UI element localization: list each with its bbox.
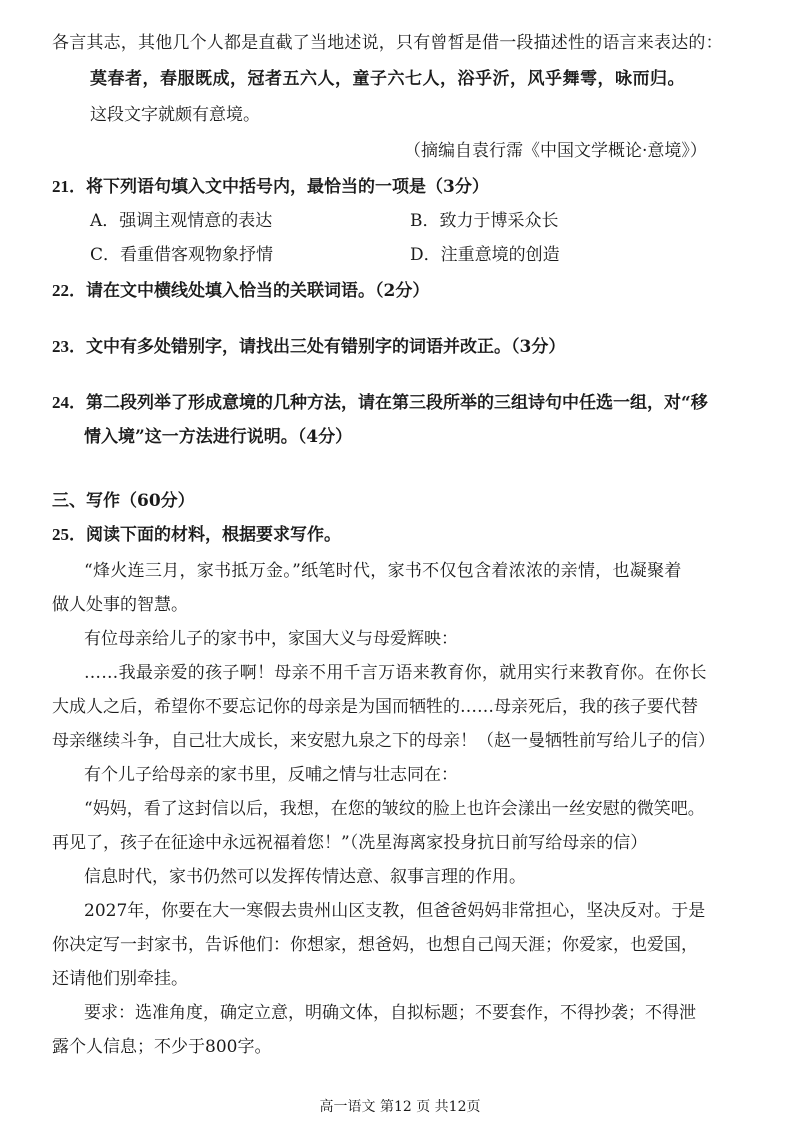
passage-quote: 莫春者，春服既成，冠者五六人，童子六七人，浴乎沂，风乎舞雩，咏而归。 <box>90 69 685 89</box>
question-text: 请在文中横线处填入恰当的关联词语。（2分） <box>86 281 430 301</box>
material-line: 有个儿子给母亲的家书里，反哺之情与壮志同在： <box>84 765 458 785</box>
material-line: “妈妈，看了这封信以后，我想，在您的皱纹的脸上也许会漾出一丝安慰的微笑吧。 <box>84 799 705 819</box>
question-text: 阅读下面的材料，根据要求写作。 <box>86 525 341 545</box>
question-23 <box>52 334 565 360</box>
material-line: 你决定写一封家书，告诉他们：你想家，想爸妈，也想自己闯天涯；你爱家，也爱国， <box>52 935 698 955</box>
passage-source: （摘编自袁行霈《中国文学概论·意境》） <box>404 141 707 161</box>
material-line: 大成人之后，希望你不要忘记你的母亲是为国而牺牲的……母亲死后，我的孩子要代替 <box>52 697 698 717</box>
option-b: B．致力于博采众长 <box>410 211 559 231</box>
passage-line: 各言其志，其他几个人都是直截了当地述说，只有曾皙是借一段描述性的语言来表达的： <box>52 33 723 53</box>
page-footer: 高一语文 第12 页 共12页 <box>319 1099 481 1115</box>
material-line: “烽火连三月，家书抵万金。”纸笔时代，家书不仅包含着浓浓的亲情，也凝聚着 <box>84 561 682 581</box>
requirement-line: 露个人信息；不少于800字。 <box>52 1037 272 1057</box>
question-number: 25． <box>52 525 86 544</box>
question-number: 21． <box>52 177 86 196</box>
option-c: C．看重借客观物象抒情 <box>90 245 274 265</box>
material-line: 2027年，你要在大一寒假去贵州山区支教，但爸爸妈妈非常担心，坚决反对。于是 <box>84 901 706 921</box>
material-line: 有位母亲给儿子的家书中，家国大义与母爱辉映： <box>84 629 458 649</box>
question-text: 文中有多处错别字，请找出三处有错别字的词语并改正。（3分） <box>86 337 566 357</box>
material-line: 母亲继续斗争，自己壮大成长，来安慰九泉之下的母亲！（赵一曼牺牲前写给儿子的信） <box>52 731 715 751</box>
requirement-line: 要求：选准角度，确定立意，明确文体，自拟标题；不要套作，不得抄袭；不得泄 <box>84 1003 696 1023</box>
question-number: 23． <box>52 337 86 356</box>
question-25 <box>52 522 341 548</box>
question-text: 将下列语句填入文中括号内，最恰当的一项是（3分） <box>86 177 489 197</box>
question-text: 第二段列举了形成意境的几种方法，请在第三段所举的三组诗句中任选一组，对“移 <box>86 393 708 413</box>
material-line: ……我最亲爱的孩子啊！母亲不用千言万语来教育你，就用实行来教育你。在你长 <box>84 663 707 683</box>
section-title: 三、写作（60分） <box>52 491 195 511</box>
material-line: 信息时代，家书仍然可以发挥传情达意、叙事言理的作用。 <box>84 867 526 887</box>
question-number: 22． <box>52 281 86 300</box>
question-22 <box>52 278 429 304</box>
material-line: 再见了，孩子在征途中永远祝福着您！”（冼星海离家投身抗日前写给母亲的信） <box>52 833 648 853</box>
option-a: A．强调主观情意的表达 <box>90 211 273 231</box>
question-number: 24． <box>52 393 86 412</box>
material-line: 做人处事的智慧。 <box>52 595 188 615</box>
question-21 <box>52 174 489 200</box>
question-24 <box>52 390 708 416</box>
material-line: 还请他们别牵挂。 <box>52 969 188 989</box>
passage-line: 这段文字就颇有意境。 <box>90 105 260 125</box>
question-text-cont: 情入境”这一方法进行说明。（4分） <box>84 427 353 447</box>
option-d: D．注重意境的创造 <box>410 245 560 265</box>
